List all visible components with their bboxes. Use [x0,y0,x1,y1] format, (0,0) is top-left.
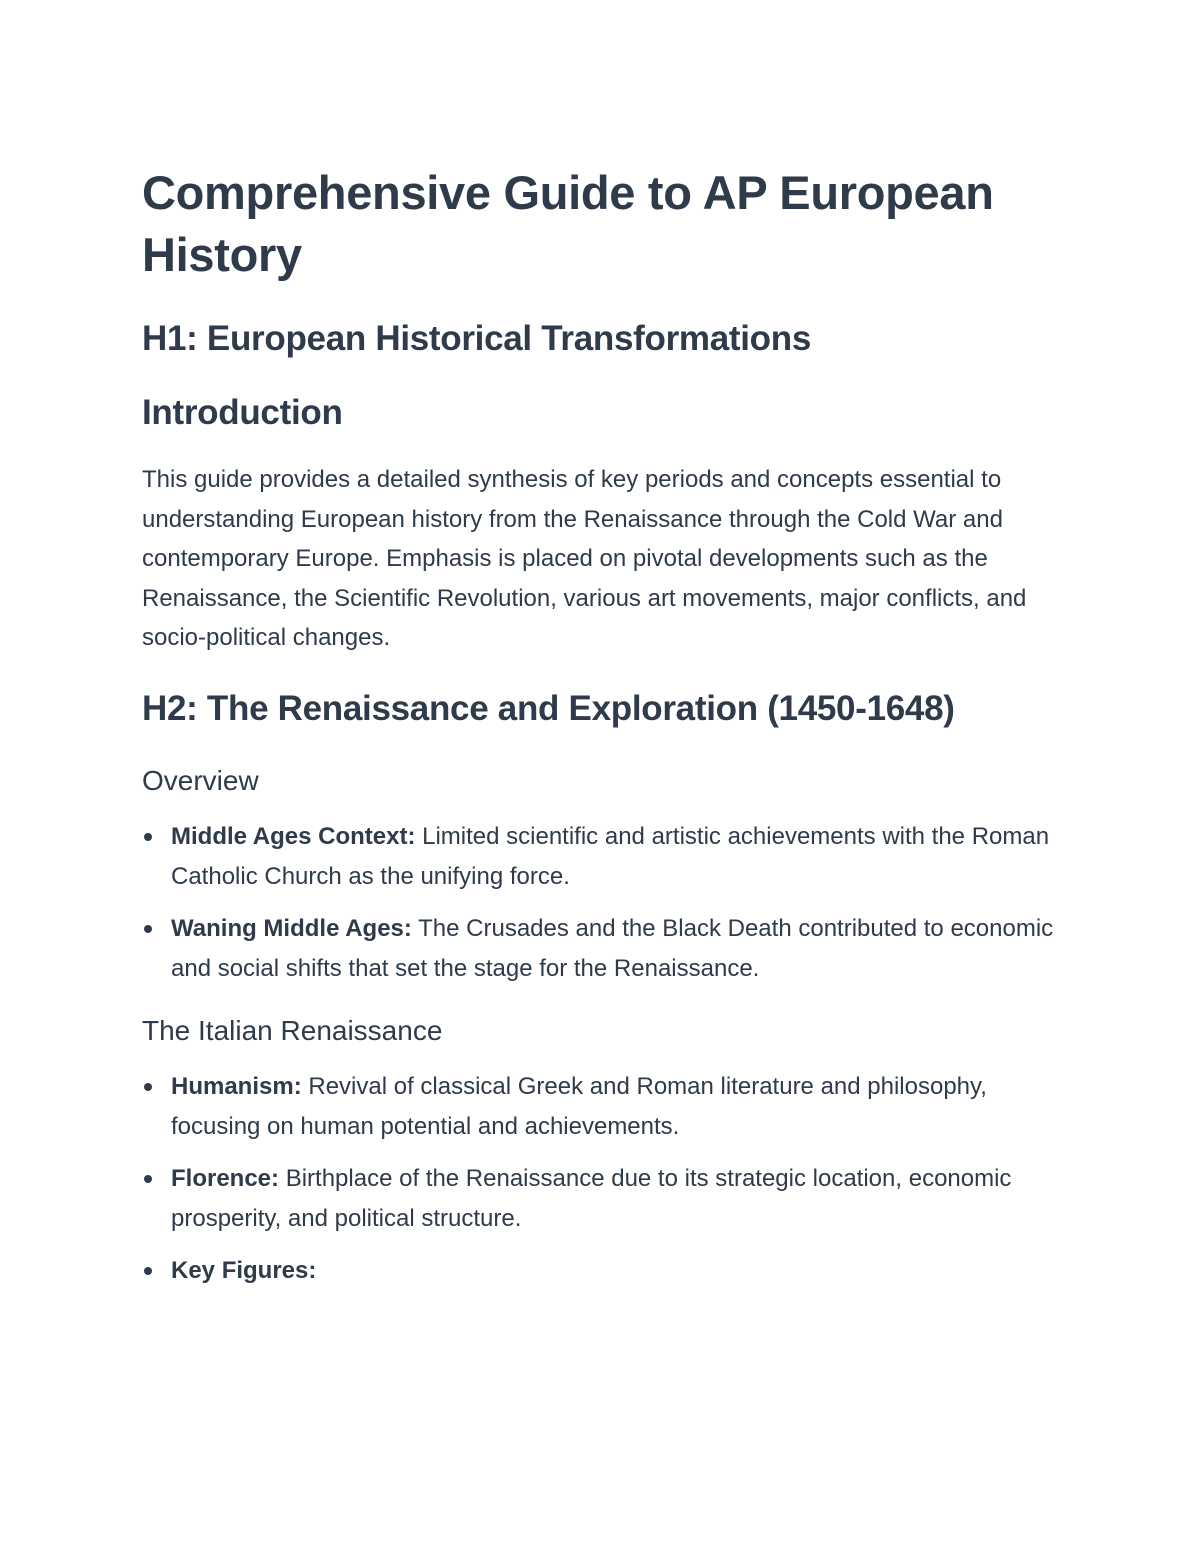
list-item-term: Middle Ages Context: [171,822,416,850]
list-item [142,1159,1062,1239]
list-item [142,1067,1062,1147]
overview-list [142,817,1062,989]
bullet-icon [144,1083,152,1091]
section-heading-h2: H2: The Renaissance and Exploration (1450-1648) [142,688,955,728]
list-item-term: Waning Middle Ages: [171,914,412,942]
document-title: Comprehensive Guide to AP European History [142,166,994,281]
list-item [142,909,1062,989]
list-item [142,1251,1062,1291]
list-item-term: Florence: [171,1164,280,1192]
list-item-text: Revival of classical Greek and Roman literature and philosophy, focusing on human potential and achievements. [171,1072,987,1140]
bullet-icon [144,1175,152,1183]
list-item-text: The Crusades and the Black Death contributed to economic and social shifts that set the stage for the Renaissance. [171,914,1054,982]
list-item-text: Birthplace of the Renaissance due to its strategic location, economic prosperity, and political structure. [171,1164,1012,1232]
italian-renaissance-heading: The Italian Renaissance [142,1014,443,1046]
list-item-term: Humanism: [171,1072,302,1100]
document-page [142,162,1062,1303]
italian-renaissance-list [142,1067,1062,1291]
bullet-icon [144,1267,152,1275]
introduction-heading: Introduction [142,393,343,432]
section-heading-h1: H1: European Historical Transformations [142,319,812,358]
overview-heading: Overview [142,764,259,796]
list-item-term: Key Figures: [171,1256,317,1284]
list-item [142,817,1062,897]
bullet-icon [144,925,152,933]
bullet-icon [144,833,152,841]
introduction-paragraph: This guide provides a detailed synthesis of key periods and concepts essential to understanding European history from the Renaissance through the Cold War and contemporary Europe. Emphasis is placed on pivotal developments such as the Renaissance, the Scientific Revolution, various art movements, major conflicts, and socio-political changes. [142,466,1027,651]
list-item-text: Limited scientific and artistic achievements with the Roman Catholic Church as the unifying force. [171,822,1050,890]
